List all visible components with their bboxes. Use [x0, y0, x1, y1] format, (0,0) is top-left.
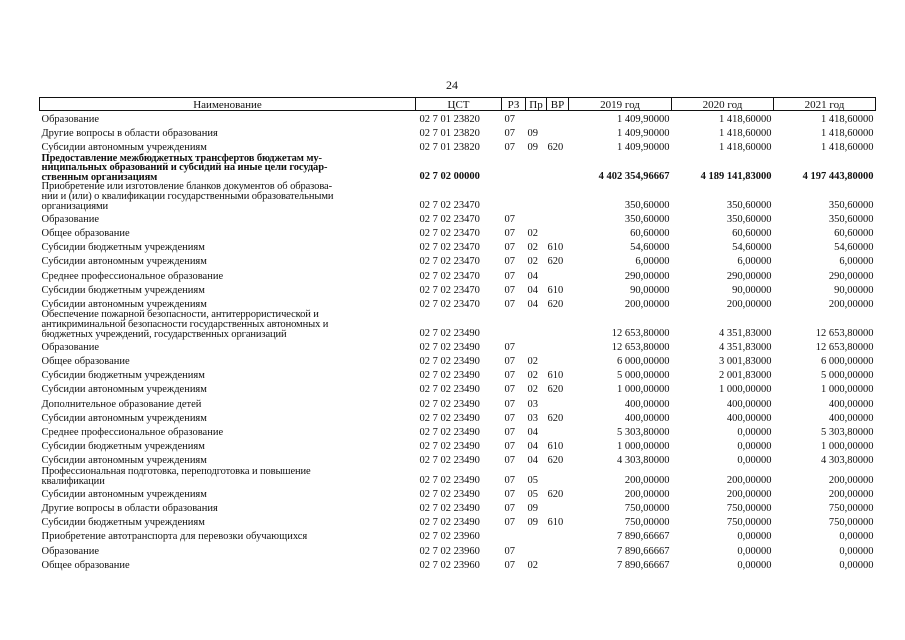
- cell-name: Общее образование: [41, 559, 130, 571]
- cell-name-line: Приобретение или изготовление бланков документов об образова-: [41, 181, 332, 193]
- table-row: [40, 254, 876, 268]
- cell-cst: 02 7 02 23960: [419, 531, 480, 543]
- cell-pr: 02: [527, 242, 538, 254]
- cell-vr: 610: [547, 242, 564, 254]
- cell-pr: 09: [527, 142, 538, 154]
- cell-name: [40, 182, 416, 211]
- cell-2021: 750,00000: [828, 502, 874, 514]
- cell-name: Образование: [41, 213, 100, 225]
- cell-2021: 400,00000: [828, 398, 874, 410]
- cell-pr: 02: [527, 384, 538, 396]
- cell-2020: 200,00000: [726, 298, 772, 310]
- cell-pr: 02: [527, 559, 538, 571]
- cell-rz: 07: [504, 228, 515, 239]
- cell-2021: 350,60000: [828, 199, 874, 211]
- cell-cst: 02 7 02 23490: [419, 412, 480, 424]
- cell-2020: 90,00000: [732, 284, 772, 296]
- cell-cst: 02 7 02 23490: [419, 327, 480, 339]
- cell-name: Субсидии автономным учреждениям: [41, 488, 207, 500]
- cell-2020: 200,00000: [726, 474, 772, 486]
- cell-cst: 02 7 02 23470: [419, 298, 480, 310]
- cell-name: [40, 310, 416, 339]
- cell-2019: 1 409,90000: [617, 142, 670, 154]
- cell-2021: 0,00000: [839, 531, 874, 543]
- cell-2020: 1 418,60000: [719, 142, 772, 154]
- cell-2021: 1 418,60000: [821, 142, 874, 154]
- cell-pr: 04: [527, 284, 538, 296]
- cell-2020: 1 418,60000: [719, 113, 772, 125]
- cell-pr: 09: [527, 127, 538, 139]
- cell-pr: 04: [527, 298, 538, 310]
- cell-pr: 02: [527, 356, 538, 368]
- cell-cst: 02 7 02 23490: [419, 502, 480, 514]
- cell-name: Субсидии автономным учреждениям: [41, 256, 207, 268]
- cell-pr: [526, 543, 547, 557]
- cell-name: Приобретение автотранспорта для перевозки обучающихся: [41, 531, 308, 543]
- cell-name-line: организациями: [41, 200, 109, 212]
- cell-name: Субсидии бюджетным учреждениям: [41, 517, 205, 529]
- cell-vr: 620: [547, 384, 564, 396]
- cell-2019: 350,60000: [624, 213, 670, 225]
- cell-2021: 60,60000: [834, 228, 874, 239]
- cell-rz: [502, 182, 526, 211]
- cell-name: Среднее профессиональное образование: [41, 427, 224, 439]
- cell-2019: 90,00000: [630, 284, 670, 296]
- cell-pr: 02: [527, 256, 538, 268]
- cell-2021: 200,00000: [828, 488, 874, 500]
- table-row: [40, 240, 876, 254]
- cell-vr: [547, 339, 569, 353]
- cell-2019: 12 653,80000: [611, 327, 670, 339]
- cell-2020: 400,00000: [726, 398, 772, 410]
- cell-vr: [547, 154, 569, 183]
- cell-vr: 610: [547, 370, 564, 382]
- cell-name: Субсидии бюджетным учреждениям: [41, 242, 205, 254]
- cell-2019: 200,00000: [624, 488, 670, 500]
- cell-2019: 1 409,90000: [617, 127, 670, 139]
- cell-cst: 02 7 02 23490: [419, 384, 480, 396]
- cell-vr: 620: [547, 488, 564, 500]
- cell-pr: [526, 211, 547, 225]
- cell-rz: 07: [504, 242, 515, 254]
- cell-rz: 07: [504, 412, 515, 424]
- cell-vr: [547, 543, 569, 557]
- cell-cst: 02 7 02 23490: [419, 356, 480, 368]
- table-row: [40, 182, 876, 211]
- cell-name: Дополнительное образование детей: [41, 398, 202, 410]
- cell-cst: 02 7 01 23820: [419, 142, 480, 154]
- cell-rz: 07: [504, 474, 515, 486]
- cell-rz: 07: [504, 502, 515, 514]
- cell-rz: 07: [504, 517, 515, 529]
- cell-rz: 07: [504, 127, 515, 139]
- cell-cst: 02 7 02 23470: [419, 270, 480, 282]
- cell-2021: 4 303,80000: [821, 455, 874, 467]
- cell-2020: 750,00000: [726, 517, 772, 529]
- cell-rz: [502, 310, 526, 339]
- cell-2021: 0,00000: [839, 545, 874, 557]
- cell-2020: 350,60000: [726, 199, 772, 211]
- cell-pr: 09: [527, 502, 538, 514]
- table-row: [40, 353, 876, 367]
- cell-2021: 5 303,80000: [821, 427, 874, 439]
- cell-vr: 620: [547, 256, 564, 268]
- cell-cst: 02 7 01 23820: [419, 127, 480, 139]
- cell-2020: 200,00000: [726, 488, 772, 500]
- cell-rz: 07: [504, 384, 515, 396]
- cell-2020: 6,00000: [737, 256, 772, 268]
- cell-2021: 200,00000: [828, 298, 874, 310]
- header-vr: ВР: [547, 98, 569, 111]
- cell-cst: 02 7 02 23960: [419, 559, 480, 571]
- cell-rz: 07: [504, 559, 515, 571]
- header-2021: 2021 год: [774, 98, 876, 111]
- cell-vr: [547, 396, 569, 410]
- page-number: 24: [446, 78, 458, 92]
- cell-vr: 620: [547, 142, 564, 154]
- header-rz: РЗ: [502, 98, 526, 111]
- cell-pr: 05: [527, 488, 538, 500]
- cell-cst: 02 7 02 23490: [419, 370, 480, 382]
- cell-name: Общее образование: [41, 356, 130, 368]
- cell-pr: [526, 339, 547, 353]
- cell-2021: 0,00000: [839, 559, 874, 571]
- table-row: [40, 467, 876, 486]
- cell-2021: 54,60000: [834, 242, 874, 254]
- cell-name: Субсидии автономным учреждениям: [41, 412, 207, 424]
- table-row: [40, 268, 876, 282]
- table-row: [40, 500, 876, 514]
- cell-vr: [547, 182, 569, 211]
- cell-cst: 02 7 02 23490: [419, 427, 480, 439]
- cell-pr: [526, 529, 547, 543]
- cell-2020: 60,60000: [732, 228, 772, 239]
- cell-name: Общее образование: [41, 228, 130, 239]
- cell-cst: 02 7 02 23470: [419, 199, 480, 211]
- cell-2021: 290,00000: [828, 270, 874, 282]
- cell-vr: 620: [547, 298, 564, 310]
- cell-2019: 7 890,66667: [617, 559, 670, 571]
- cell-2019: 4 303,80000: [617, 455, 670, 467]
- cell-rz: 07: [504, 356, 515, 368]
- cell-cst: 02 7 02 23490: [419, 341, 480, 353]
- cell-name: [40, 467, 416, 486]
- cell-rz: 07: [504, 545, 515, 557]
- cell-pr: [526, 111, 547, 126]
- cell-rz: 07: [504, 284, 515, 296]
- cell-2020: 4 189 141,83000: [700, 170, 772, 182]
- cell-vr: [547, 529, 569, 543]
- cell-pr: 03: [527, 398, 538, 410]
- table-row: [40, 339, 876, 353]
- cell-name-line: Предоставление межбюджетных трансфертов бюджетам му-: [41, 152, 322, 164]
- budget-table: [39, 97, 876, 571]
- cell-cst: 02 7 02 23490: [419, 474, 480, 486]
- cell-2020: 0,00000: [737, 427, 772, 439]
- cell-rz: 07: [504, 398, 515, 410]
- table-row: [40, 154, 876, 183]
- header-2019: 2019 год: [569, 98, 672, 111]
- cell-2019: 290,00000: [624, 270, 670, 282]
- cell-rz: 07: [504, 256, 515, 268]
- table-row: [40, 439, 876, 453]
- cell-vr: [547, 500, 569, 514]
- cell-2019: 6 000,00000: [617, 356, 670, 368]
- cell-2021: 6 000,00000: [821, 356, 874, 368]
- cell-2021: 90,00000: [834, 284, 874, 296]
- table-header: [40, 98, 876, 111]
- cell-vr: [547, 424, 569, 438]
- cell-2019: 7 890,66667: [617, 531, 670, 543]
- cell-name: Субсидии бюджетным учреждениям: [41, 284, 205, 296]
- cell-2021: 4 197 443,80000: [802, 170, 874, 182]
- cell-2019: 200,00000: [624, 474, 670, 486]
- cell-2021: 1 418,60000: [821, 113, 874, 125]
- cell-vr: [547, 125, 569, 139]
- table-row: [40, 543, 876, 557]
- cell-pr: 04: [527, 427, 538, 439]
- table-row: [40, 296, 876, 310]
- cell-pr: 09: [527, 517, 538, 529]
- cell-name-line: нии и (или) о квалификации государственными образовательными: [41, 190, 334, 202]
- cell-2019: 350,60000: [624, 199, 670, 211]
- cell-rz: 07: [504, 488, 515, 500]
- cell-2020: 400,00000: [726, 412, 772, 424]
- cell-vr: 610: [547, 284, 564, 296]
- cell-2019: 1 000,00000: [617, 384, 670, 396]
- table-row: [40, 514, 876, 528]
- cell-pr: [526, 182, 547, 211]
- cell-name: Среднее профессиональное образование: [41, 270, 224, 282]
- cell-vr: 610: [547, 441, 564, 453]
- table-row: [40, 396, 876, 410]
- cell-rz: 07: [504, 370, 515, 382]
- table-row: [40, 310, 876, 339]
- table-row: [40, 282, 876, 296]
- table-row: [40, 424, 876, 438]
- table-row: [40, 368, 876, 382]
- cell-2019: 7 890,66667: [617, 545, 670, 557]
- cell-name: Образование: [41, 341, 100, 353]
- cell-pr: [526, 310, 547, 339]
- cell-2020: 3 001,83000: [719, 356, 772, 368]
- cell-name: [40, 154, 416, 183]
- cell-pr: 04: [527, 270, 538, 282]
- cell-name-line: Обеспечение пожарной безопасности, антитеррористической и: [41, 309, 319, 321]
- cell-2019: 12 653,80000: [611, 341, 670, 353]
- header-name: Наименование: [40, 98, 416, 111]
- cell-cst: 02 7 02 23490: [419, 488, 480, 500]
- cell-name: Субсидии бюджетным учреждениям: [41, 441, 205, 453]
- cell-rz: 07: [504, 341, 515, 353]
- cell-cst: 02 7 02 23470: [419, 256, 480, 268]
- cell-rz: 07: [504, 427, 515, 439]
- cell-2019: 5 303,80000: [617, 427, 670, 439]
- cell-2019: 400,00000: [624, 412, 670, 424]
- cell-pr: 05: [527, 474, 538, 486]
- cell-2019: 400,00000: [624, 398, 670, 410]
- cell-name: Субсидии автономным учреждениям: [41, 455, 207, 467]
- cell-name: Субсидии бюджетным учреждениям: [41, 370, 205, 382]
- cell-rz: 07: [504, 142, 515, 154]
- cell-name-line: ниципальных образований и субсидий на иные цели государ-: [41, 162, 328, 174]
- cell-vr: [547, 310, 569, 339]
- cell-vr: [547, 353, 569, 367]
- cell-name: Другие вопросы в области образования: [41, 127, 218, 139]
- table-row: [40, 382, 876, 396]
- header-cst: ЦСТ: [416, 98, 502, 111]
- table-row: [40, 139, 876, 153]
- cell-2021: 350,60000: [828, 213, 874, 225]
- cell-cst: 02 7 01 23820: [419, 113, 480, 125]
- cell-vr: [547, 557, 569, 571]
- cell-name-line: антикриминальной безопасности государственных автономных и: [41, 319, 329, 331]
- cell-pr: 02: [527, 370, 538, 382]
- cell-vr: 620: [547, 412, 564, 424]
- cell-name: Образование: [41, 545, 100, 557]
- cell-cst: 02 7 02 23470: [419, 284, 480, 296]
- cell-2020: 2 001,83000: [719, 370, 772, 382]
- cell-name-line: квалификации: [41, 475, 105, 487]
- cell-2020: 1 418,60000: [719, 127, 772, 139]
- cell-2021: 12 653,80000: [815, 327, 874, 339]
- cell-2019: 1 409,90000: [617, 113, 670, 125]
- cell-2020: 0,00000: [737, 441, 772, 453]
- cell-cst: 02 7 02 23470: [419, 242, 480, 254]
- cell-cst: 02 7 02 23490: [419, 441, 480, 453]
- cell-cst: 02 7 02 23960: [419, 545, 480, 557]
- cell-name-line: бюджетных учреждений, государственных организаций: [41, 328, 287, 340]
- cell-2019: 6,00000: [635, 256, 670, 268]
- cell-2021: 200,00000: [828, 474, 874, 486]
- cell-rz: [502, 154, 526, 183]
- cell-2019: 750,00000: [624, 502, 670, 514]
- cell-vr: [547, 111, 569, 126]
- cell-name: Субсидии автономным учреждениям: [41, 384, 207, 396]
- cell-2019: 200,00000: [624, 298, 670, 310]
- cell-2019: 54,60000: [630, 242, 670, 254]
- table-row: [40, 410, 876, 424]
- cell-cst: 02 7 02 23490: [419, 398, 480, 410]
- cell-rz: [502, 529, 526, 543]
- cell-vr: [547, 467, 569, 486]
- cell-2020: 4 351,83000: [719, 327, 772, 339]
- cell-vr: [547, 225, 569, 239]
- cell-2020: 54,60000: [732, 242, 772, 254]
- cell-name: Другие вопросы в области образования: [41, 502, 218, 514]
- cell-name-line: ственным организациям: [41, 171, 158, 183]
- cell-cst: 02 7 02 23470: [419, 213, 480, 225]
- cell-name-line: Профессиональная подготовка, переподготовка и повышение: [41, 465, 311, 477]
- cell-2019: 4 402 354,96667: [598, 170, 670, 182]
- cell-2020: 4 351,83000: [719, 341, 772, 353]
- cell-2020: 0,00000: [737, 559, 772, 571]
- cell-rz: 07: [504, 455, 515, 467]
- cell-pr: 04: [527, 441, 538, 453]
- table-row: [40, 211, 876, 225]
- cell-vr: [547, 211, 569, 225]
- table-row: [40, 111, 876, 126]
- table-row: [40, 125, 876, 139]
- cell-cst: 02 7 02 23490: [419, 455, 480, 467]
- table-row: [40, 557, 876, 571]
- cell-2020: 750,00000: [726, 502, 772, 514]
- header-2020: 2020 год: [672, 98, 774, 111]
- table-row: [40, 486, 876, 500]
- cell-pr: [526, 154, 547, 183]
- cell-2019: 750,00000: [624, 517, 670, 529]
- cell-name: Субсидии автономным учреждениям: [41, 142, 207, 154]
- cell-rz: 07: [504, 270, 515, 282]
- cell-2020: 290,00000: [726, 270, 772, 282]
- cell-2020: 0,00000: [737, 531, 772, 543]
- cell-2019: 1 000,00000: [617, 441, 670, 453]
- cell-2020: 1 000,00000: [719, 384, 772, 396]
- cell-name: Субсидии автономным учреждениям: [41, 298, 207, 310]
- header-pr: Пр: [526, 98, 547, 111]
- cell-rz: 07: [504, 298, 515, 310]
- table-row: [40, 529, 876, 543]
- cell-cst: 02 7 02 00000: [419, 170, 480, 182]
- cell-2021: 5 000,00000: [821, 370, 874, 382]
- cell-rz: 07: [504, 213, 515, 225]
- cell-cst: 02 7 02 23470: [419, 228, 480, 239]
- cell-2021: 750,00000: [828, 517, 874, 529]
- cell-rz: 07: [504, 441, 515, 453]
- cell-pr: 03: [527, 412, 538, 424]
- cell-2021: 12 653,80000: [815, 341, 874, 353]
- cell-pr: 04: [527, 455, 538, 467]
- cell-rz: 07: [504, 113, 515, 125]
- cell-vr: 620: [547, 455, 564, 467]
- cell-name: Образование: [41, 113, 100, 125]
- table-body: [40, 111, 876, 572]
- table-row: [40, 225, 876, 239]
- cell-2021: 1 000,00000: [821, 384, 874, 396]
- cell-2021: 1 000,00000: [821, 441, 874, 453]
- table-row: [40, 453, 876, 467]
- cell-cst: 02 7 02 23490: [419, 517, 480, 529]
- cell-2019: 60,60000: [630, 228, 670, 239]
- cell-2020: 350,60000: [726, 213, 772, 225]
- cell-vr: 610: [547, 517, 564, 529]
- cell-2021: 6,00000: [839, 256, 874, 268]
- cell-vr: [547, 268, 569, 282]
- cell-2019: 5 000,00000: [617, 370, 670, 382]
- cell-pr: 02: [527, 228, 538, 239]
- cell-2020: 0,00000: [737, 545, 772, 557]
- cell-2021: 1 418,60000: [821, 127, 874, 139]
- cell-2020: 0,00000: [737, 455, 772, 467]
- cell-2021: 400,00000: [828, 412, 874, 424]
